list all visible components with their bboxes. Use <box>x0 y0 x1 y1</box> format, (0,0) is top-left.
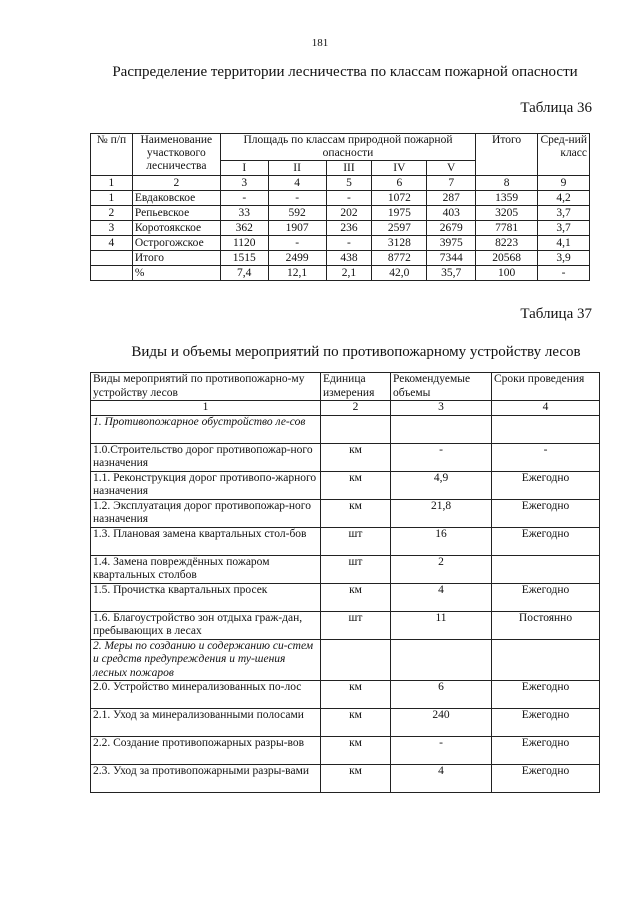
t37-column-number: 4 <box>492 401 600 416</box>
t37-unit-cell: км <box>321 709 391 737</box>
t37-volume-cell: 4 <box>391 583 492 611</box>
t36-value-cell <box>91 266 133 281</box>
t36-value-cell: 4 <box>91 236 133 251</box>
t37-column-number: 3 <box>391 401 492 416</box>
t37-activity-cell: 1.6. Благоустройство зон отдыха граж-дан, пребывающих в лесах <box>91 611 321 639</box>
table-row <box>91 527 600 555</box>
table-row <box>91 443 600 471</box>
table-row <box>91 737 600 765</box>
t36-name-cell: Коротоякское <box>132 221 220 236</box>
table-row <box>91 221 590 236</box>
t36-value-cell: 2,1 <box>326 266 372 281</box>
t36-value-cell: - <box>268 191 326 206</box>
t37-volume-cell: - <box>391 443 492 471</box>
t36-column-number: 2 <box>132 176 220 191</box>
table-row <box>91 611 600 639</box>
t36-class-header: V <box>427 161 476 176</box>
t37-activity-cell: 2.0. Устройство минерализованных по-лос <box>91 681 321 709</box>
t37-timing-cell <box>492 415 600 443</box>
table-row <box>91 499 600 527</box>
table-row <box>91 765 600 793</box>
t36-column-number: 3 <box>220 176 268 191</box>
t36-header-avg: Сред-ний класс <box>538 134 590 176</box>
table37-label: Таблица 37 <box>520 306 592 322</box>
t36-value-cell: 3,9 <box>538 251 590 266</box>
t36-value-cell: 1072 <box>372 191 427 206</box>
t37-column-number: 2 <box>321 401 391 416</box>
t37-unit-cell <box>321 415 391 443</box>
t36-value-cell: 8223 <box>476 236 538 251</box>
t37-activity-cell: 2.2. Создание противопожарных разры-вов <box>91 737 321 765</box>
t36-value-cell: 2679 <box>427 221 476 236</box>
table36-title: Распределение территории лесничества по классам пожарной опасности <box>112 64 578 80</box>
t36-column-number: 9 <box>538 176 590 191</box>
t36-value-cell: 3975 <box>427 236 476 251</box>
t36-value-cell: 4,1 <box>538 236 590 251</box>
t37-volume-cell: - <box>391 737 492 765</box>
t37-timing-cell: Ежегодно <box>492 499 600 527</box>
table-row <box>91 681 600 709</box>
t36-value-cell: 3205 <box>476 206 538 221</box>
t37-unit-cell: км <box>321 681 391 709</box>
t37-column-number: 1 <box>91 401 321 416</box>
t37-timing-cell: Ежегодно <box>492 527 600 555</box>
t37-timing-cell: Ежегодно <box>492 737 600 765</box>
t36-value-cell: 3,7 <box>538 221 590 236</box>
table-row <box>91 415 600 443</box>
t36-value-cell: 20568 <box>476 251 538 266</box>
t36-value-cell: 12,1 <box>268 266 326 281</box>
t37-timing-cell: Постоянно <box>492 611 600 639</box>
t37-unit-cell: км <box>321 471 391 499</box>
t36-value-cell: 287 <box>427 191 476 206</box>
t37-header-volume: Рекомендуемые объемы <box>391 373 492 401</box>
t36-column-number: 1 <box>91 176 133 191</box>
table-row <box>91 639 600 681</box>
t36-header-num: № п/п <box>91 134 133 176</box>
t37-volume-cell: 4,9 <box>391 471 492 499</box>
t36-value-cell: 2499 <box>268 251 326 266</box>
t36-value-cell: 4,2 <box>538 191 590 206</box>
t36-value-cell: - <box>326 191 372 206</box>
t37-unit-cell: шт <box>321 527 391 555</box>
t36-name-cell: Евдаковское <box>132 191 220 206</box>
t36-value-cell: - <box>538 266 590 281</box>
t36-value-cell: 1359 <box>476 191 538 206</box>
t36-name-cell: Репьевское <box>132 206 220 221</box>
t36-value-cell: 3,7 <box>538 206 590 221</box>
page-number: 181 <box>311 37 329 49</box>
t37-unit-cell <box>321 639 391 681</box>
t37-activity-cell: 2. Меры по созданию и содержанию си-стем и средств предупреждения и ту-шения лесных пожаров <box>91 639 321 681</box>
t37-unit-cell: км <box>321 583 391 611</box>
t36-column-number: 7 <box>427 176 476 191</box>
t36-class-header: III <box>326 161 372 176</box>
t36-value-cell: 7781 <box>476 221 538 236</box>
t36-value-cell: 8772 <box>372 251 427 266</box>
t36-name-cell: Итого <box>132 251 220 266</box>
t37-volume-cell: 4 <box>391 765 492 793</box>
t37-header-unit: Единица измерения <box>321 373 391 401</box>
t36-name-cell: Острогожское <box>132 236 220 251</box>
t37-unit-cell: км <box>321 737 391 765</box>
t36-value-cell: 1515 <box>220 251 268 266</box>
t36-value-cell: 3128 <box>372 236 427 251</box>
t36-value-cell: - <box>268 236 326 251</box>
t37-volume-cell: 16 <box>391 527 492 555</box>
t37-activity-cell: 2.1. Уход за минерализованными полосами <box>91 709 321 737</box>
t37-volume-cell: 6 <box>391 681 492 709</box>
table-row <box>91 709 600 737</box>
t36-column-number: 4 <box>268 176 326 191</box>
t36-value-cell: 592 <box>268 206 326 221</box>
t37-timing-cell: Ежегодно <box>492 471 600 499</box>
t37-volume-cell: 11 <box>391 611 492 639</box>
t37-unit-cell: км <box>321 499 391 527</box>
t37-activity-cell: 1.2. Эксплуатация дорог противопожар-ного назначения <box>91 499 321 527</box>
t36-value-cell: 35,7 <box>427 266 476 281</box>
t37-activity-cell: 2.3. Уход за противопожарными разры-вами <box>91 765 321 793</box>
t36-value-cell: 438 <box>326 251 372 266</box>
t36-value-cell: 362 <box>220 221 268 236</box>
t37-volume-cell <box>391 639 492 681</box>
t36-column-number: 6 <box>372 176 427 191</box>
t36-value-cell <box>91 251 133 266</box>
t37-timing-cell: - <box>492 443 600 471</box>
table-row <box>91 191 590 206</box>
t37-activity-cell: 1. Противопожарное обустройство ле-сов <box>91 415 321 443</box>
t36-value-cell: 1120 <box>220 236 268 251</box>
table-row <box>91 583 600 611</box>
table36 <box>90 133 590 281</box>
t36-header-name: Наименование участкового лесничества <box>132 134 220 176</box>
t37-volume-cell <box>391 415 492 443</box>
t36-value-cell: 7344 <box>427 251 476 266</box>
t36-value-cell: 42,0 <box>372 266 427 281</box>
t37-timing-cell: Ежегодно <box>492 583 600 611</box>
t37-unit-cell: шт <box>321 611 391 639</box>
t36-name-cell: % <box>132 266 220 281</box>
t37-timing-cell <box>492 555 600 583</box>
t36-value-cell: 33 <box>220 206 268 221</box>
t36-column-number: 8 <box>476 176 538 191</box>
t37-activity-cell: 1.3. Плановая замена квартальных стол-бов <box>91 527 321 555</box>
t37-header-timing: Сроки проведения <box>492 373 600 401</box>
t36-value-cell: 202 <box>326 206 372 221</box>
t37-timing-cell: Ежегодно <box>492 709 600 737</box>
t37-unit-cell: шт <box>321 555 391 583</box>
t36-header-total: Итого <box>476 134 538 176</box>
table-row <box>91 266 590 281</box>
t36-value-cell: 236 <box>326 221 372 236</box>
t36-column-number: 5 <box>326 176 372 191</box>
t36-value-cell: 1907 <box>268 221 326 236</box>
t37-volume-cell: 2 <box>391 555 492 583</box>
t37-activity-cell: 1.1. Реконструкция дорог противопо-жарного назначения <box>91 471 321 499</box>
t37-activity-cell: 1.4. Замена повреждённых пожаром квартальных столбов <box>91 555 321 583</box>
table-row <box>91 251 590 266</box>
t36-value-cell: 1 <box>91 191 133 206</box>
t37-activity-cell: 1.5. Прочистка квартальных просек <box>91 583 321 611</box>
table37 <box>90 372 600 793</box>
table-row <box>91 471 600 499</box>
t37-activity-cell: 1.0.Строительство дорог противопожар-ного назначения <box>91 443 321 471</box>
t36-value-cell: 2 <box>91 206 133 221</box>
t37-header-activity: Виды мероприятий по противопожарно-му устройству лесов <box>91 373 321 401</box>
t36-value-cell: 1975 <box>372 206 427 221</box>
t36-value-cell: 2597 <box>372 221 427 236</box>
t37-volume-cell: 21,8 <box>391 499 492 527</box>
t37-unit-cell: км <box>321 443 391 471</box>
table-row <box>91 236 590 251</box>
t36-value-cell: 3 <box>91 221 133 236</box>
table-row <box>91 206 590 221</box>
t37-volume-cell: 240 <box>391 709 492 737</box>
t36-class-header: IV <box>372 161 427 176</box>
table37-title: Виды и объемы мероприятий по противопожарному устройству лесов <box>131 344 581 360</box>
t37-timing-cell: Ежегодно <box>492 681 600 709</box>
table-row <box>91 555 600 583</box>
t36-class-header: II <box>268 161 326 176</box>
t36-value-cell: 100 <box>476 266 538 281</box>
t36-value-cell: - <box>326 236 372 251</box>
table36-label: Таблица 36 <box>520 100 592 116</box>
t37-timing-cell: Ежегодно <box>492 765 600 793</box>
t36-class-header: I <box>220 161 268 176</box>
t36-value-cell: 7,4 <box>220 266 268 281</box>
t36-value-cell: 403 <box>427 206 476 221</box>
t37-timing-cell <box>492 639 600 681</box>
t36-value-cell: - <box>220 191 268 206</box>
t37-unit-cell: км <box>321 765 391 793</box>
t36-header-area: Площадь по классам природной пожарной опасности <box>220 134 475 161</box>
